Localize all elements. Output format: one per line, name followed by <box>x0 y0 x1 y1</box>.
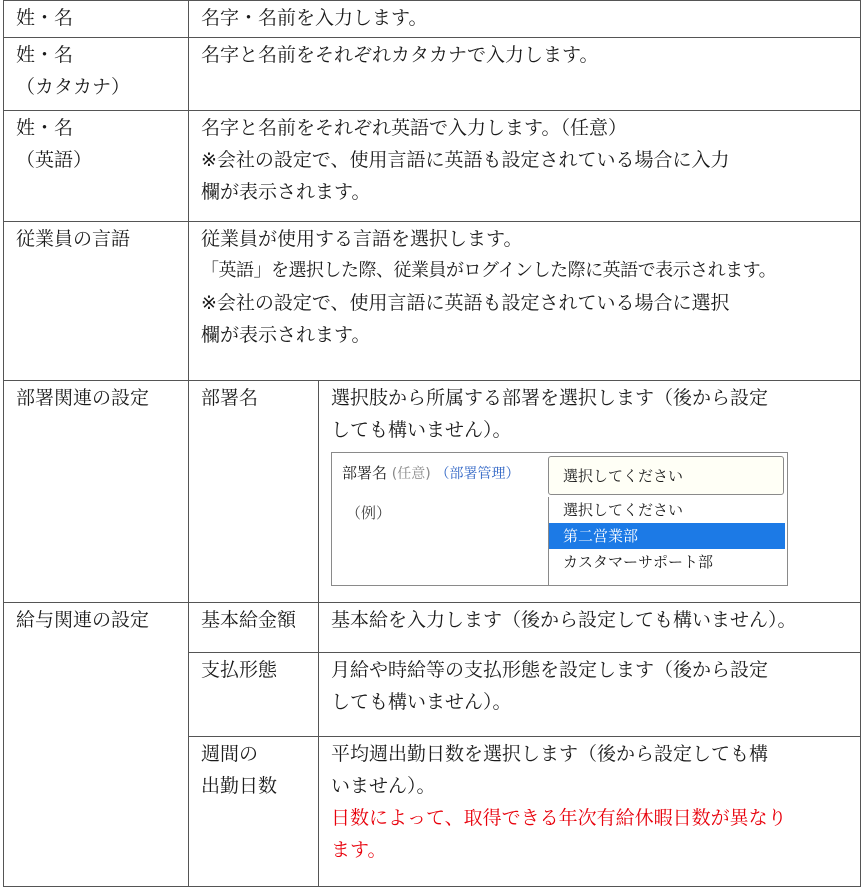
warning-line: ます。 <box>331 839 387 861</box>
table-row <box>4 38 861 111</box>
department-dropdown-list <box>548 497 785 585</box>
row-description <box>189 111 861 222</box>
desc-line: 月給や時給等の支払形態を設定します（後から設定 <box>331 659 769 681</box>
row-description: 基本給を入力します（後から設定しても構いません）。 <box>319 603 861 653</box>
department-select-screenshot <box>331 452 788 586</box>
department-select[interactable]: 選択してください <box>548 456 784 495</box>
row-label: 従業員の言語 <box>4 222 189 381</box>
row-sublabel: 部署名 <box>189 381 319 603</box>
desc-line: 平均週出勤日数を選択します（後から設定しても構 <box>331 743 769 765</box>
row-label: 姓・名 <box>4 1 189 38</box>
warning-line: 日数によって、取得できる年次有給休暇日数が異なり <box>331 807 787 829</box>
desc-line: しても構いません）。 <box>331 691 512 713</box>
desc-line: 欄が表示されます。 <box>201 324 371 346</box>
label-line: 姓・名 <box>16 117 74 139</box>
desc-line: 名字と名前をそれぞれ英語で入力します。（任意） <box>201 117 627 139</box>
row-label <box>4 111 189 222</box>
row-sublabel: 基本給金額 <box>189 603 319 653</box>
dropdown-option-highlighted[interactable]: 第二営業部 <box>549 523 785 549</box>
row-description: 名字・名前を入力します。 <box>189 1 861 38</box>
row-description <box>319 653 861 737</box>
field-label-text: 部署名 <box>342 464 388 482</box>
label-line: 姓・名 <box>16 44 74 66</box>
row-label: 部署関連の設定 <box>4 381 189 603</box>
label-line: 週間の <box>201 743 259 765</box>
table-row <box>4 603 861 653</box>
desc-line: ※会社の設定で、使用言語に英語も設定されている場合に選択 <box>201 292 730 314</box>
desc-line: しても構いません）。 <box>331 419 512 441</box>
example-label: （例） <box>346 504 392 522</box>
table-row <box>4 222 861 381</box>
field-spec-table <box>3 0 861 887</box>
row-sublabel: 支払形態 <box>189 653 319 737</box>
dropdown-option[interactable]: 選択してください <box>563 501 684 519</box>
table-row <box>4 111 861 222</box>
row-description: 名字と名前をそれぞれカタカナで入力します。 <box>189 38 861 111</box>
desc-line: 選択肢から所属する部署を選択します（後から設定 <box>331 387 769 409</box>
department-field-label <box>342 463 520 484</box>
optional-tag: (任意) <box>391 466 431 482</box>
label-line: （英語） <box>16 149 93 171</box>
row-description <box>319 381 861 603</box>
label-line: （カタカナ） <box>16 76 131 98</box>
row-label: 給与関連の設定 <box>4 603 189 887</box>
row-description <box>189 222 861 381</box>
row-label <box>4 38 189 111</box>
department-manage-link[interactable]: （部署管理） <box>435 466 520 482</box>
desc-line: いません）。 <box>331 775 436 797</box>
row-sublabel <box>189 737 319 887</box>
table-row <box>4 1 861 38</box>
desc-line: 「英語」を選択した際、従業員がログインした際に英語で表示されます。 <box>201 260 777 281</box>
table-row <box>4 381 861 603</box>
desc-line: ※会社の設定で、使用言語に英語も設定されている場合に入力 <box>201 149 730 171</box>
row-description <box>319 737 861 887</box>
label-line: 出勤日数 <box>201 775 278 797</box>
desc-line: 従業員が使用する言語を選択します。 <box>201 228 523 250</box>
desc-line: 欄が表示されます。 <box>201 181 371 203</box>
dropdown-option[interactable]: カスタマーサポート部 <box>563 553 714 571</box>
